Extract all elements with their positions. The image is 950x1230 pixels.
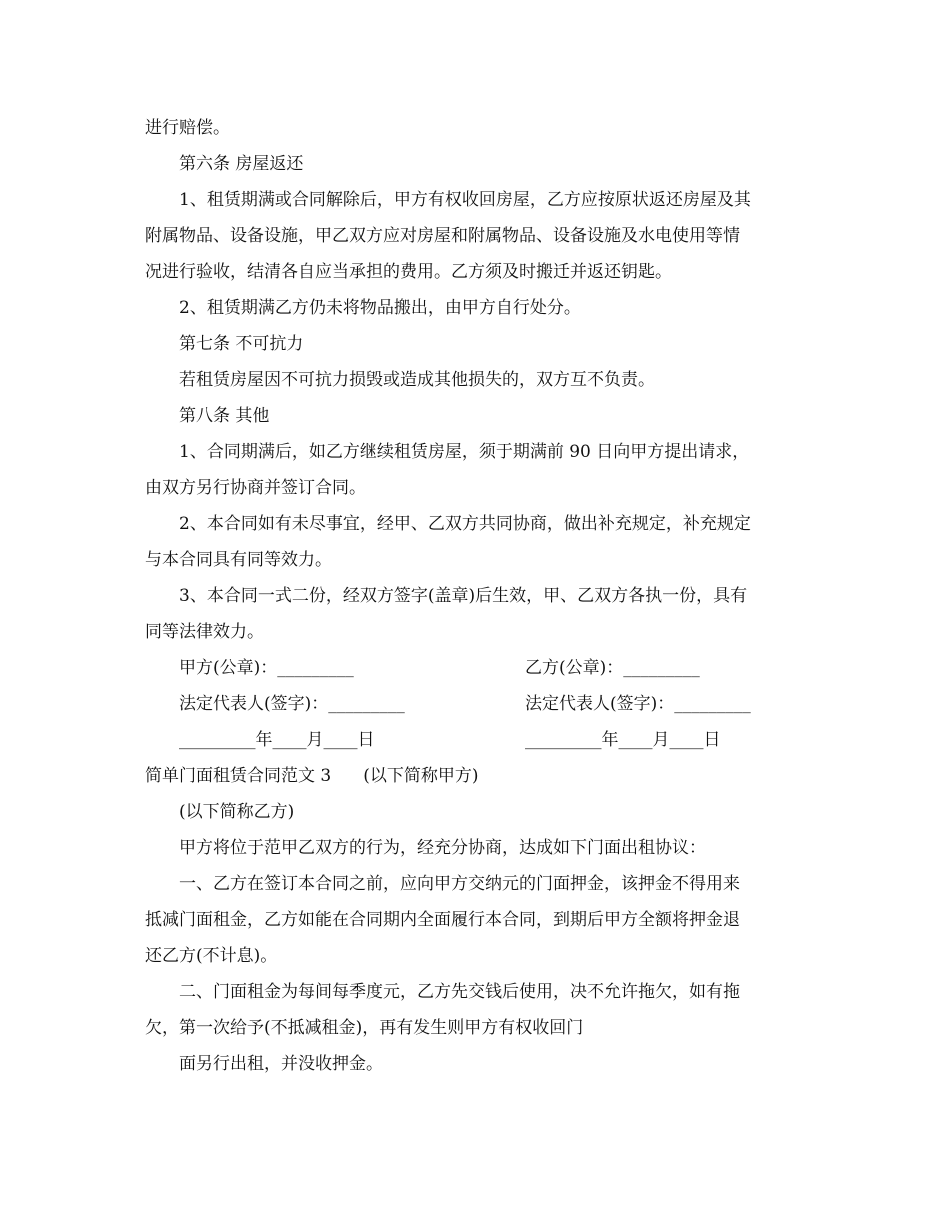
party-b-seal-field: 乙方(公章)：_________ [525,658,700,678]
text-line: 附属物品、设备设施，甲乙双方应对房屋和附属物品、设备设施及水电使用等情 [145,226,740,246]
signature-row-representative [145,686,810,722]
party-a-note: (以下简称甲方) [363,766,479,786]
text-line: 3、本合同一式二份，经双方签字(盖章)后生效，甲、乙双方各执一份，具有 [179,586,748,606]
text-line: 若租赁房屋因不可抗力损毁或造成其他损失的，双方互不负责。 [179,370,655,390]
text-line: 面另行出租，并没收押金。 [179,1054,383,1074]
party-a-date-field: _________年____月____日 [179,730,375,750]
party-b-date-field: _________年____月____日 [525,730,721,750]
text-line: 一、乙方在签订本合同之前，应向甲方交纳元的门面押金，该押金不得用来 [179,874,740,894]
text-line: 同等法律效力。 [145,622,264,642]
party-b-representative-field: 法定代表人(签字)：_________ [525,694,751,714]
text-line: 欠，第一次给予(不抵减租金)，再有发生则甲方有权收回门 [145,1018,584,1038]
document-page [145,110,810,1082]
contract-three-title: 简单门面租赁合同范文 3 [145,766,332,786]
text-line: 由双方另行协商并签订合同。 [145,478,366,498]
signature-row-seal [145,650,810,686]
signature-row-date [145,722,810,758]
text-line: 抵减门面租金，乙方如能在合同期内全面履行本合同，到期后甲方全额将押金退 [145,910,740,930]
text-line: 况进行验收，结清各自应当承担的费用。乙方须及时搬迁并返还钥匙。 [145,262,672,282]
article-eight-heading: 第八条 其他 [179,406,270,426]
text-line: 与本合同具有同等效力。 [145,550,332,570]
article-seven-heading: 第七条 不可抗力 [179,334,304,354]
text-line: 进行赔偿。 [145,118,230,138]
text-line: 2、本合同如有未尽事宜，经甲、乙双方共同协商，做出补充规定，补充规定 [179,514,751,534]
text-line: 1、租赁期满或合同解除后，甲方有权收回房屋，乙方应按原状返还房屋及其 [179,190,751,210]
party-b-note: (以下简称乙方) [179,802,295,822]
contract-three-title-row [145,758,810,794]
party-a-seal-field: 甲方(公章)：_________ [179,658,354,678]
article-section [145,110,810,650]
article-six-heading: 第六条 房屋返还 [179,154,304,174]
text-line: 还乙方(不计息)。 [145,946,278,966]
signature-block [145,650,810,758]
text-line: 1、合同期满后，如乙方继续租赁房屋，须于期满前 90 日向甲方提出请求， [179,442,750,462]
text-line: 二、门面租金为每间每季度元，乙方先交钱后使用，决不允许拖欠，如有拖 [179,982,740,1002]
text-line: 甲方将位于范甲乙双方的行为，经充分协商，达成如下门面出租协议： [179,838,706,858]
text-line: 2、租赁期满乙方仍未将物品搬出，由甲方自行处分。 [179,298,581,318]
contract-three-section [145,758,810,1082]
party-a-representative-field: 法定代表人(签字)：_________ [179,694,405,714]
